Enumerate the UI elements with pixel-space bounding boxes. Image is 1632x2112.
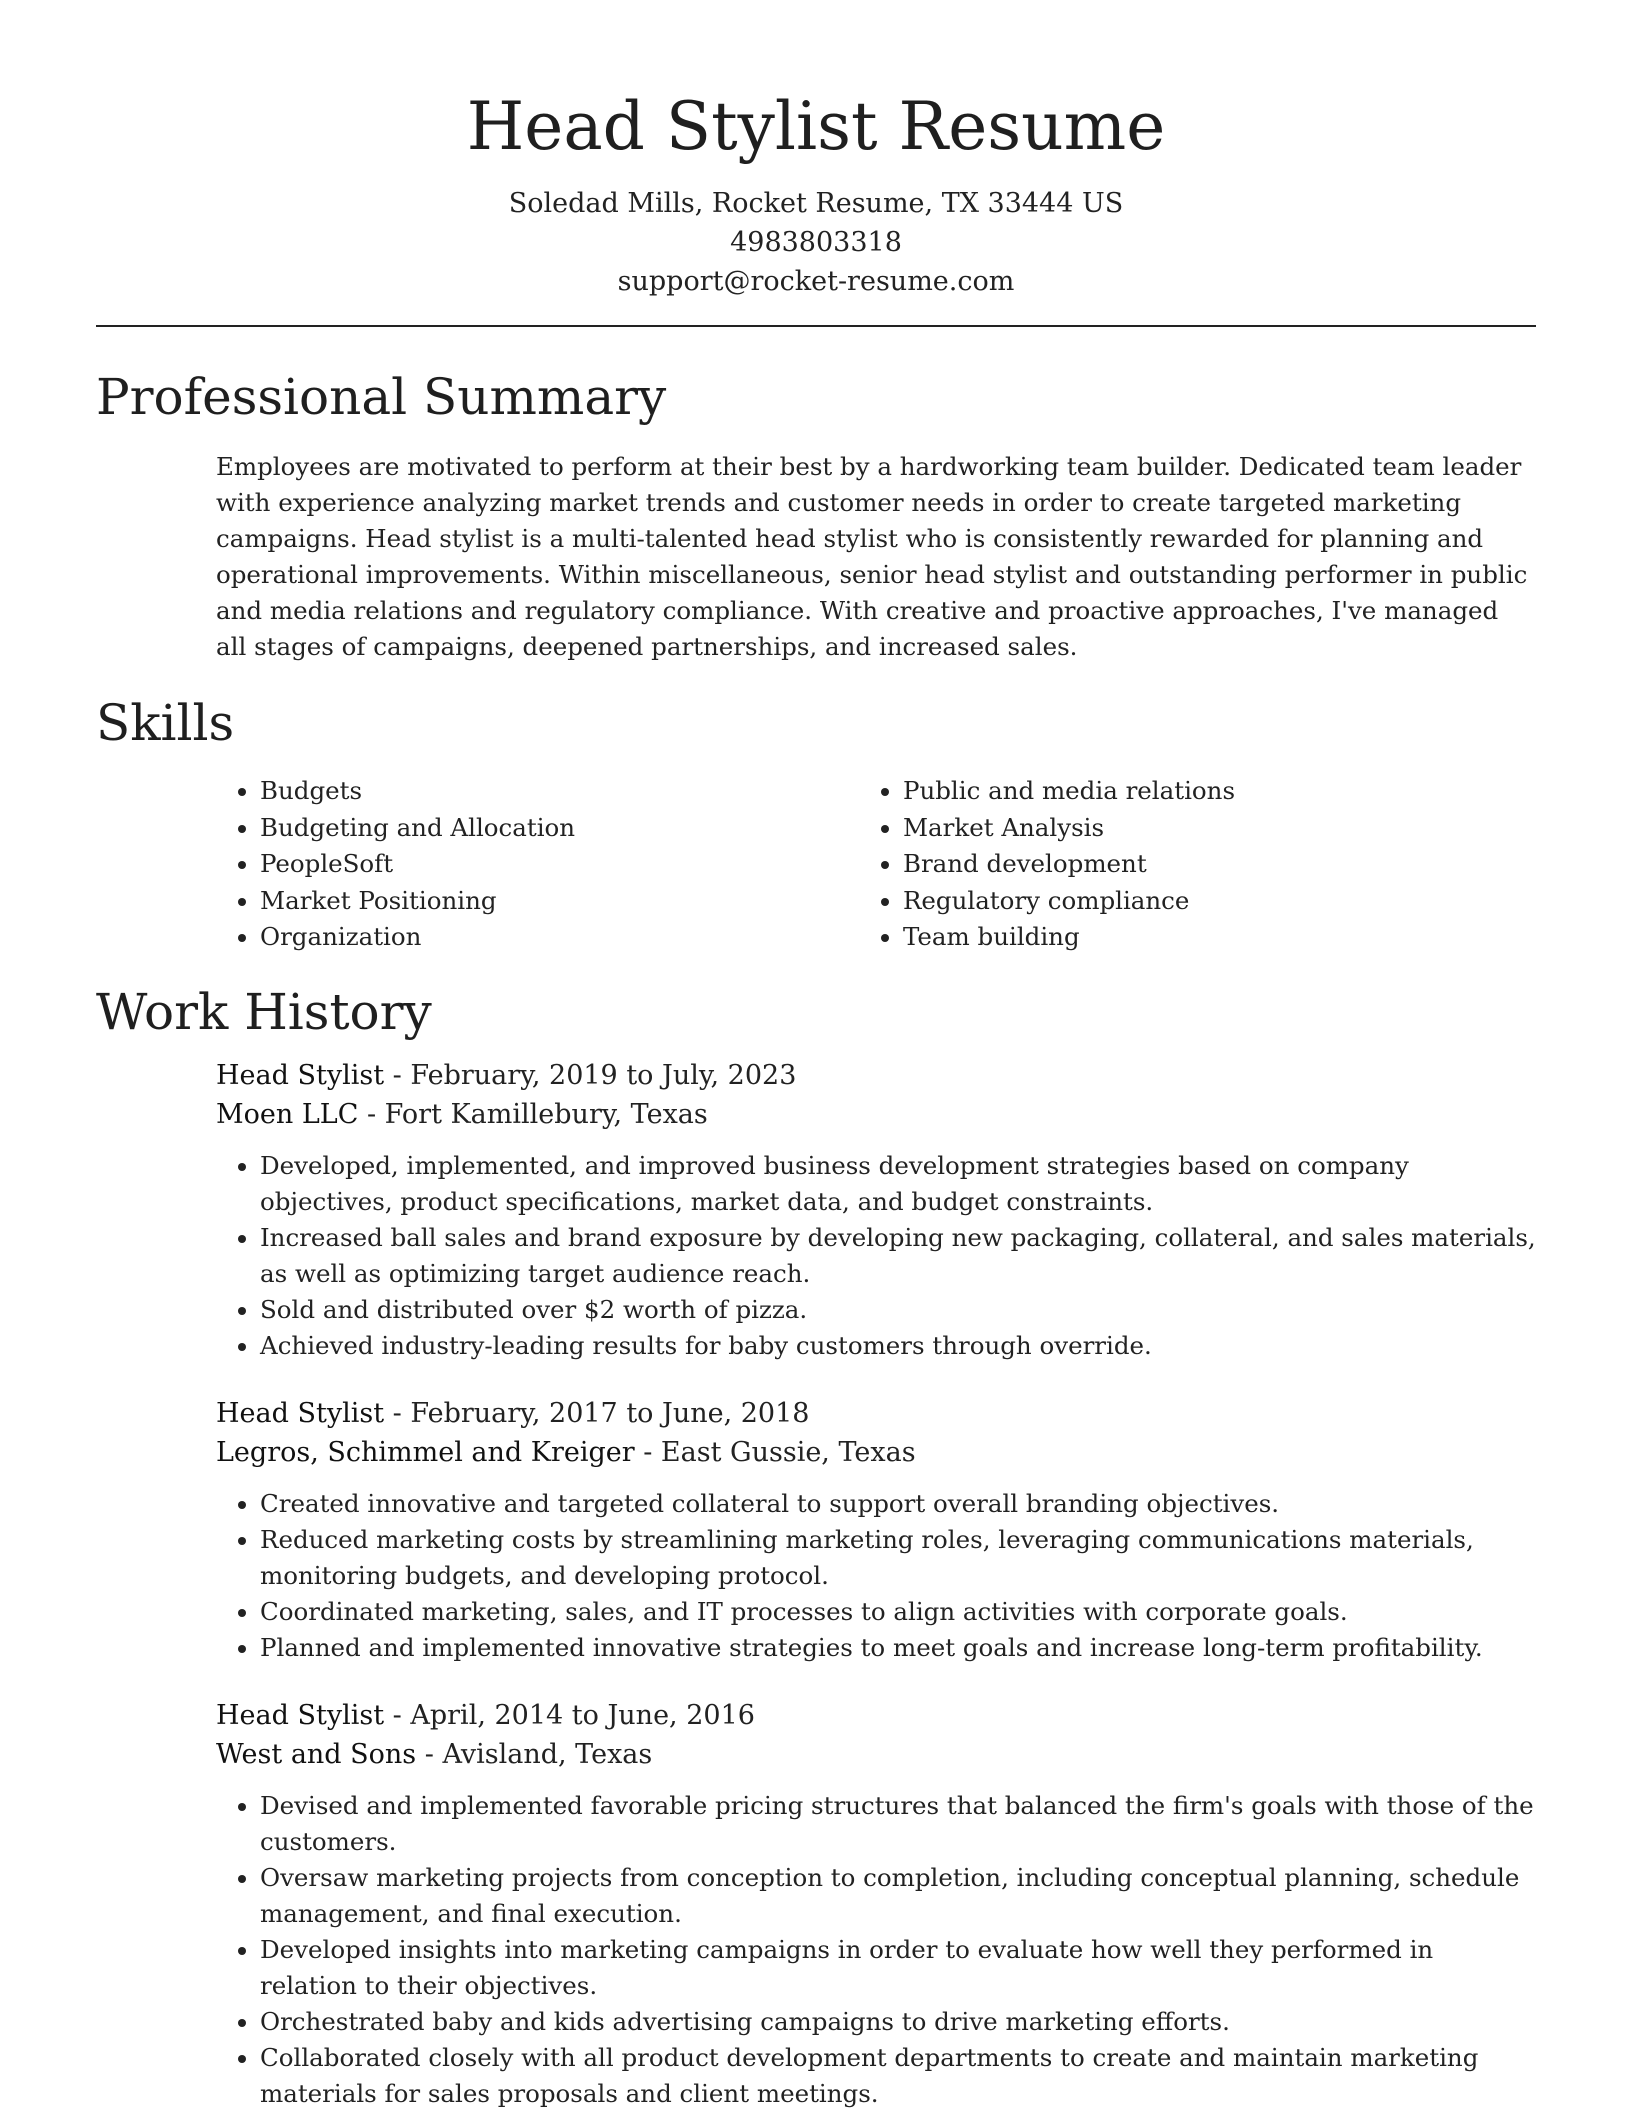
job-bullet: • Achieved industry-leading results for baby customers through override. — [260, 1328, 1536, 1364]
contact-phone: 4983803318 — [730, 227, 902, 258]
resume-title: Head Stylist Resume — [466, 88, 1166, 165]
job-title-line — [216, 1056, 1536, 1095]
summary-text: Employees are motivated to perform at their best by a hardworking team builder. Dedicated team leader with experience analyzing market trends and customer needs in order to create targeted marketing campaigns. Head stylist is a multi-talented head stylist who is consistently rewarded for planning and operational improvements. Within miscellaneous, senior head stylist and outstanding performer in public and media relations and regulatory compliance. With creative and proactive approaches, I've managed all stages of campaigns, deepened partnerships, and increased sales. — [216, 452, 1528, 661]
job-entry — [216, 1056, 1536, 1364]
job-company: Legros, Schimmel and Kreiger — [216, 1436, 635, 1468]
job-bullet: • Reduced marketing costs by streamlining marketing roles, leveraging communications materials, monitoring budgets, and developing protocol. — [260, 1522, 1536, 1594]
job-title-line — [216, 1394, 1536, 1433]
job-title: Head Stylist — [216, 1699, 385, 1731]
job-company-line — [216, 1095, 1536, 1134]
job-location: - Fort Kamillebury, Texas — [358, 1098, 708, 1130]
job-entry — [216, 1394, 1536, 1666]
job-bullet: • Collaborated closely with all product development departments to create and maintain marketing materials for sales proposals and client meetings. — [260, 2040, 1536, 2112]
job-bullet: • Oversaw marketing projects from conception to completion, including conceptual planning, schedule management, and final execution. — [260, 1860, 1536, 1932]
job-bullet: • Developed insights into marketing campaigns in order to evaluate how well they performed in relation to their objectives. — [260, 1932, 1536, 2004]
job-bullets — [216, 1486, 1536, 1666]
skill-item: • Budgeting and Allocation — [260, 810, 903, 847]
job-bullets — [216, 1148, 1536, 1364]
skills-list — [216, 773, 1536, 956]
skill-item: • Organization — [260, 919, 903, 956]
job-location: - Avisland, Texas — [416, 1738, 653, 1770]
job-bullet: • Increased ball sales and brand exposure by developing new packaging, collateral, and sales materials, as well as optimizing target audience reach. — [260, 1220, 1536, 1292]
job-title: Head Stylist — [216, 1059, 385, 1091]
job-bullets — [216, 1788, 1536, 2112]
job-bullet: • Orchestrated baby and kids advertising campaigns to drive marketing efforts. — [260, 2004, 1536, 2040]
job-company-line — [216, 1735, 1536, 1774]
job-location: - East Gussie, Texas — [634, 1436, 916, 1468]
skill-item: • Team building — [903, 919, 1536, 956]
skill-item: • Public and media relations — [903, 773, 1536, 810]
skill-item: • Brand development — [903, 846, 1536, 883]
job-title-line — [216, 1696, 1536, 1735]
job-company: West and Sons — [216, 1738, 417, 1770]
job-company-line — [216, 1433, 1536, 1472]
job-bullet: • Created innovative and targeted collateral to support overall branding objectives. — [260, 1486, 1536, 1522]
job-dates: - April, 2014 to June, 2016 — [384, 1699, 755, 1731]
resume-page — [96, 0, 1536, 2112]
job-entry — [216, 1696, 1536, 2112]
job-bullet: • Devised and implemented favorable pricing structures that balanced the firm's goals with those of the customers. — [260, 1788, 1536, 1860]
skills-column-right — [903, 773, 1536, 956]
skill-item: • Budgets — [260, 773, 903, 810]
skill-item: • PeopleSoft — [260, 846, 903, 883]
job-bullet: • Planned and implemented innovative strategies to meet goals and increase long-term profitability. — [260, 1630, 1536, 1666]
job-bullet: • Sold and distributed over $2 worth of pizza. — [260, 1292, 1536, 1328]
skills-heading: Skills — [96, 694, 235, 752]
job-title: Head Stylist — [216, 1397, 385, 1429]
skill-item: • Regulatory compliance — [903, 883, 1536, 920]
summary-heading: Professional Summary — [96, 368, 667, 426]
contact-address: Soledad Mills, Rocket Resume, TX 33444 US — [508, 188, 1124, 219]
work-history-heading: Work History — [96, 982, 432, 1041]
job-bullet: • Developed, implemented, and improved business development strategies based on company objectives, product specifications, market data, and budget constraints. — [260, 1148, 1536, 1220]
header-divider — [96, 325, 1536, 327]
skill-item: • Market Positioning — [260, 883, 903, 920]
job-bullet: • Coordinated marketing, sales, and IT processes to align activities with corporate goals. — [260, 1594, 1536, 1630]
skills-column-left — [216, 773, 903, 956]
contact-email: support@rocket-resume.com — [617, 266, 1015, 297]
skill-item: • Market Analysis — [903, 810, 1536, 847]
contact-block — [96, 184, 1536, 301]
job-dates: - February, 2019 to July, 2023 — [384, 1059, 797, 1091]
job-company: Moen LLC — [216, 1098, 359, 1130]
job-dates: - February, 2017 to June, 2018 — [384, 1397, 810, 1429]
